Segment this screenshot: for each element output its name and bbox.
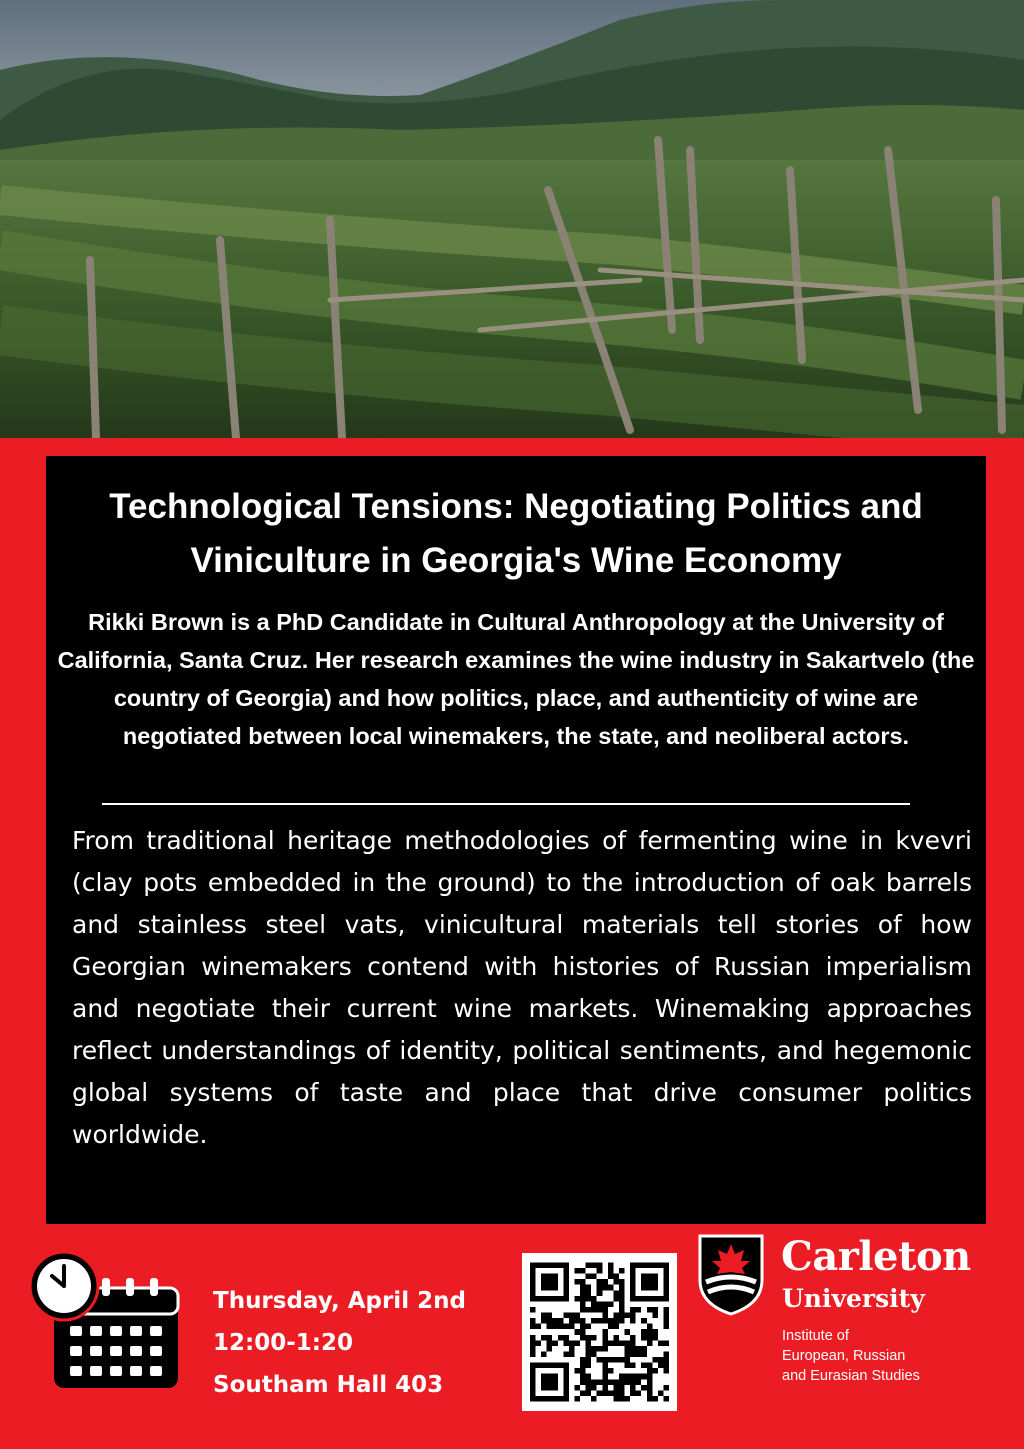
qr-module [630, 1351, 636, 1357]
qr-module [619, 1285, 625, 1291]
qr-module [663, 1340, 669, 1346]
qr-module [619, 1390, 625, 1396]
qr-module [591, 1351, 597, 1357]
qr-module [608, 1285, 614, 1291]
qr-module [625, 1351, 631, 1357]
qr-module [541, 1335, 547, 1341]
qr-module [547, 1340, 553, 1346]
qr-module [591, 1396, 597, 1402]
qr-module [625, 1346, 631, 1352]
event-date: Thursday, April 2nd [213, 1288, 466, 1314]
qr-module [530, 1346, 536, 1352]
qr-module [574, 1268, 580, 1274]
qr-module [597, 1263, 603, 1269]
qr-module [580, 1290, 586, 1296]
qr-module [630, 1318, 636, 1324]
qr-module [602, 1385, 608, 1391]
qr-module [625, 1363, 631, 1369]
qr-module [541, 1313, 547, 1319]
qr-module [613, 1357, 619, 1363]
qr-module [663, 1313, 669, 1319]
qr-module [574, 1329, 580, 1335]
qr-module [619, 1301, 625, 1307]
qr-module [619, 1396, 625, 1402]
qr-module [586, 1357, 592, 1363]
qr-module [613, 1324, 619, 1330]
qr-module [552, 1318, 558, 1324]
qr-module [541, 1351, 547, 1357]
qr-module [602, 1307, 608, 1313]
qr-module [630, 1390, 636, 1396]
qr-module [547, 1324, 553, 1330]
qr-module [641, 1351, 647, 1357]
qr-module [547, 1346, 553, 1352]
qr-module [563, 1324, 569, 1330]
qr-module [652, 1368, 658, 1374]
qr-module [613, 1379, 619, 1385]
qr-module [591, 1346, 597, 1352]
qr-module [630, 1385, 636, 1391]
qr-module [608, 1340, 614, 1346]
qr-module [613, 1396, 619, 1402]
qr-module [630, 1363, 636, 1369]
qr-module [619, 1279, 625, 1285]
qr-module [563, 1313, 569, 1319]
qr-module [580, 1357, 586, 1363]
qr-module [647, 1374, 653, 1380]
qr-module [591, 1318, 597, 1324]
qr-module [569, 1313, 575, 1319]
qr-module [619, 1318, 625, 1324]
qr-module [602, 1329, 608, 1335]
qr-module [602, 1374, 608, 1380]
qr-module [586, 1307, 592, 1313]
qr-module [663, 1385, 669, 1391]
qr-module [580, 1324, 586, 1330]
qr-module [658, 1357, 664, 1363]
qr-module [597, 1346, 603, 1352]
qr-module [663, 1368, 669, 1374]
qr-module [613, 1274, 619, 1280]
qr-module [574, 1313, 580, 1319]
qr-module [652, 1335, 658, 1341]
qr-module [580, 1279, 586, 1285]
qr-module [536, 1340, 542, 1346]
qr-module [586, 1263, 592, 1269]
qr-module [602, 1379, 608, 1385]
qr-module [636, 1346, 642, 1352]
event-time: 12:00-1:20 [213, 1330, 353, 1356]
qr-module [597, 1318, 603, 1324]
qr-module [658, 1390, 664, 1396]
carleton-shield-logo [698, 1234, 764, 1316]
qr-module [625, 1313, 631, 1319]
qr-module [547, 1335, 553, 1341]
qr-module [613, 1290, 619, 1296]
divider [102, 803, 910, 805]
qr-module [652, 1396, 658, 1402]
qr-module [591, 1274, 597, 1280]
qr-module [591, 1301, 597, 1307]
qr-code-pattern [530, 1261, 669, 1403]
qr-module [586, 1274, 592, 1280]
qr-module [630, 1374, 636, 1380]
qr-module [574, 1318, 580, 1324]
qr-module [630, 1379, 636, 1385]
calendar-clock-icon [26, 1248, 186, 1398]
qr-module [580, 1363, 586, 1369]
qr-module [608, 1368, 614, 1374]
qr-module [619, 1290, 625, 1296]
qr-module [569, 1324, 575, 1330]
qr-module [641, 1346, 647, 1352]
qr-module [647, 1340, 653, 1346]
qr-module [625, 1379, 631, 1385]
qr-module [663, 1351, 669, 1357]
qr-module [619, 1307, 625, 1313]
qr-module [586, 1335, 592, 1341]
qr-module [569, 1351, 575, 1357]
university-name: Carleton [781, 1233, 971, 1280]
qr-module [602, 1313, 608, 1319]
qr-module [580, 1307, 586, 1313]
qr-module [630, 1307, 636, 1313]
qr-module [602, 1357, 608, 1363]
qr-module [530, 1324, 536, 1330]
institute-line: Institute of [782, 1328, 849, 1344]
qr-module [530, 1307, 536, 1313]
qr-module [619, 1357, 625, 1363]
institute-line: and Eurasian Studies [782, 1368, 920, 1384]
qr-module [641, 1385, 647, 1391]
qr-module [602, 1279, 608, 1285]
qr-module [652, 1329, 658, 1335]
qr-module [630, 1335, 636, 1341]
qr-module [597, 1357, 603, 1363]
qr-module [625, 1374, 631, 1380]
qr-module [663, 1318, 669, 1324]
qr-module [541, 1318, 547, 1324]
qr-module [536, 1324, 542, 1330]
qr-module [613, 1296, 619, 1302]
qr-module [602, 1346, 608, 1352]
qr-module [630, 1313, 636, 1319]
qr-module [597, 1307, 603, 1313]
qr-module [563, 1340, 569, 1346]
qr-module [558, 1324, 564, 1330]
qr-module [613, 1385, 619, 1391]
qr-module [602, 1301, 608, 1307]
qr-module [608, 1357, 614, 1363]
qr-module [652, 1307, 658, 1313]
qr-module [586, 1324, 592, 1330]
qr-module [636, 1307, 642, 1313]
qr-module [663, 1357, 669, 1363]
qr-module [563, 1351, 569, 1357]
qr-module [574, 1340, 580, 1346]
qr-module [641, 1329, 647, 1335]
qr-module [625, 1329, 631, 1335]
qr-module [569, 1340, 575, 1346]
qr-module [602, 1368, 608, 1374]
qr-module [647, 1379, 653, 1385]
qr-module [586, 1290, 592, 1296]
event-panel [46, 456, 986, 1224]
qr-module [647, 1368, 653, 1374]
qr-module [602, 1335, 608, 1341]
qr-module [641, 1318, 647, 1324]
qr-module [574, 1396, 580, 1402]
qr-module [586, 1385, 592, 1391]
qr-module [580, 1335, 586, 1341]
qr-module [574, 1279, 580, 1285]
qr-module [636, 1374, 642, 1380]
qr-module [625, 1340, 631, 1346]
qr-module [552, 1340, 558, 1346]
qr-module [619, 1296, 625, 1302]
qr-module [619, 1379, 625, 1385]
event-details [213, 1280, 466, 1406]
qr-module [636, 1379, 642, 1385]
qr-module [652, 1313, 658, 1319]
qr-finder [641, 1274, 658, 1291]
qr-module [530, 1318, 536, 1324]
qr-finder [541, 1274, 558, 1291]
qr-module [597, 1290, 603, 1296]
qr-module [597, 1285, 603, 1291]
university-sub: University [782, 1284, 925, 1313]
qr-module [630, 1346, 636, 1352]
qr-module [619, 1268, 625, 1274]
qr-module [602, 1318, 608, 1324]
qr-module [580, 1379, 586, 1385]
institute-line: European, Russian [782, 1348, 906, 1364]
qr-module [663, 1396, 669, 1402]
qr-module [663, 1324, 669, 1330]
qr-module [574, 1368, 580, 1374]
qr-module [647, 1335, 653, 1341]
qr-code[interactable] [522, 1253, 677, 1411]
qr-module [591, 1307, 597, 1313]
event-abstract: From traditional heritage methodologies of fermenting wine in kvevri (clay pots embedded in the ground) to the introduction of oak barrels and stainless steel vats, vinicultural materials tell stories of how Georgian winemakers contend with histories of Russian imperialism and negotiate their current wine markets. Winemaking approaches reflect understandings of identity, political sentiments, and hegemonic global systems of taste and place that drive consumer politics worldwide. [72, 826, 972, 1149]
qr-module [647, 1363, 653, 1369]
qr-module [625, 1357, 631, 1363]
qr-module [658, 1363, 664, 1369]
qr-finder [541, 1374, 558, 1391]
qr-module [597, 1268, 603, 1274]
qr-module [574, 1385, 580, 1391]
qr-module [580, 1285, 586, 1291]
qr-module [608, 1268, 614, 1274]
qr-module [547, 1313, 553, 1319]
qr-module [652, 1357, 658, 1363]
qr-module [619, 1313, 625, 1319]
qr-module [608, 1379, 614, 1385]
qr-module [591, 1385, 597, 1391]
institute-name [782, 1326, 920, 1386]
qr-module [630, 1340, 636, 1346]
qr-module [580, 1301, 586, 1307]
qr-module [613, 1335, 619, 1341]
qr-module [580, 1374, 586, 1380]
qr-module [602, 1363, 608, 1369]
qr-module [613, 1390, 619, 1396]
qr-module [636, 1351, 642, 1357]
qr-module [602, 1340, 608, 1346]
qr-module [619, 1385, 625, 1391]
qr-module [608, 1263, 614, 1269]
qr-module [602, 1390, 608, 1396]
qr-module [530, 1340, 536, 1346]
qr-module [597, 1279, 603, 1285]
qr-module [647, 1329, 653, 1335]
qr-module [625, 1396, 631, 1402]
qr-module [613, 1279, 619, 1285]
event-title: Technological Tensions: Negotiating Politics and Viniculture in Georgia's Wine Economy [109, 487, 923, 580]
qr-module [580, 1329, 586, 1335]
qr-module [530, 1335, 536, 1341]
qr-module [647, 1324, 653, 1330]
speaker-bio: Rikki Brown is a PhD Candidate in Cultural Anthropology at the University of California, Santa Cruz. Her research examines the wine industry in Sakartvelo (the country of Georgia) and how politics, place, and authenticity of wine are negotiated between local winemakers, the state, and neoliberal actors. [57, 609, 975, 749]
vineyard-photo [0, 0, 1024, 438]
qr-module [663, 1363, 669, 1369]
qr-module [580, 1368, 586, 1374]
qr-module [608, 1324, 614, 1330]
qr-module [580, 1318, 586, 1324]
qr-module [586, 1363, 592, 1369]
qr-module [619, 1340, 625, 1346]
qr-module [569, 1318, 575, 1324]
qr-module [552, 1324, 558, 1330]
qr-module [580, 1268, 586, 1274]
qr-module [663, 1307, 669, 1313]
qr-module [641, 1363, 647, 1369]
qr-module [580, 1390, 586, 1396]
qr-module [647, 1396, 653, 1402]
qr-module [591, 1263, 597, 1269]
qr-module [641, 1335, 647, 1341]
qr-module [586, 1296, 592, 1302]
qr-module [608, 1301, 614, 1307]
qr-module [636, 1390, 642, 1396]
qr-module [613, 1318, 619, 1324]
qr-module [647, 1307, 653, 1313]
qr-module [658, 1340, 664, 1346]
qr-module [586, 1374, 592, 1380]
qr-module [586, 1285, 592, 1291]
qr-module [530, 1351, 536, 1357]
qr-module [647, 1385, 653, 1391]
qr-module [586, 1346, 592, 1352]
qr-module [574, 1296, 580, 1302]
vineyard-illustration [0, 0, 1024, 438]
qr-module [597, 1390, 603, 1396]
event-location: Southam Hall 403 [213, 1372, 444, 1398]
qr-module [591, 1379, 597, 1385]
qr-module [613, 1340, 619, 1346]
qr-module [641, 1374, 647, 1380]
qr-module [586, 1390, 592, 1396]
qr-module [586, 1379, 592, 1385]
qr-module [591, 1335, 597, 1341]
qr-module [569, 1346, 575, 1352]
qr-module [547, 1318, 553, 1324]
qr-module [608, 1318, 614, 1324]
qr-module [608, 1390, 614, 1396]
qr-module [602, 1285, 608, 1291]
qr-module [597, 1301, 603, 1307]
qr-module [597, 1379, 603, 1385]
qr-module [563, 1335, 569, 1341]
qr-module [619, 1374, 625, 1380]
qr-module [608, 1274, 614, 1280]
qr-module [647, 1390, 653, 1396]
qr-module [586, 1340, 592, 1346]
qr-module [580, 1296, 586, 1302]
qr-module [591, 1296, 597, 1302]
qr-module [558, 1335, 564, 1341]
qr-module [586, 1351, 592, 1357]
qr-module [613, 1313, 619, 1319]
qr-module [558, 1318, 564, 1324]
